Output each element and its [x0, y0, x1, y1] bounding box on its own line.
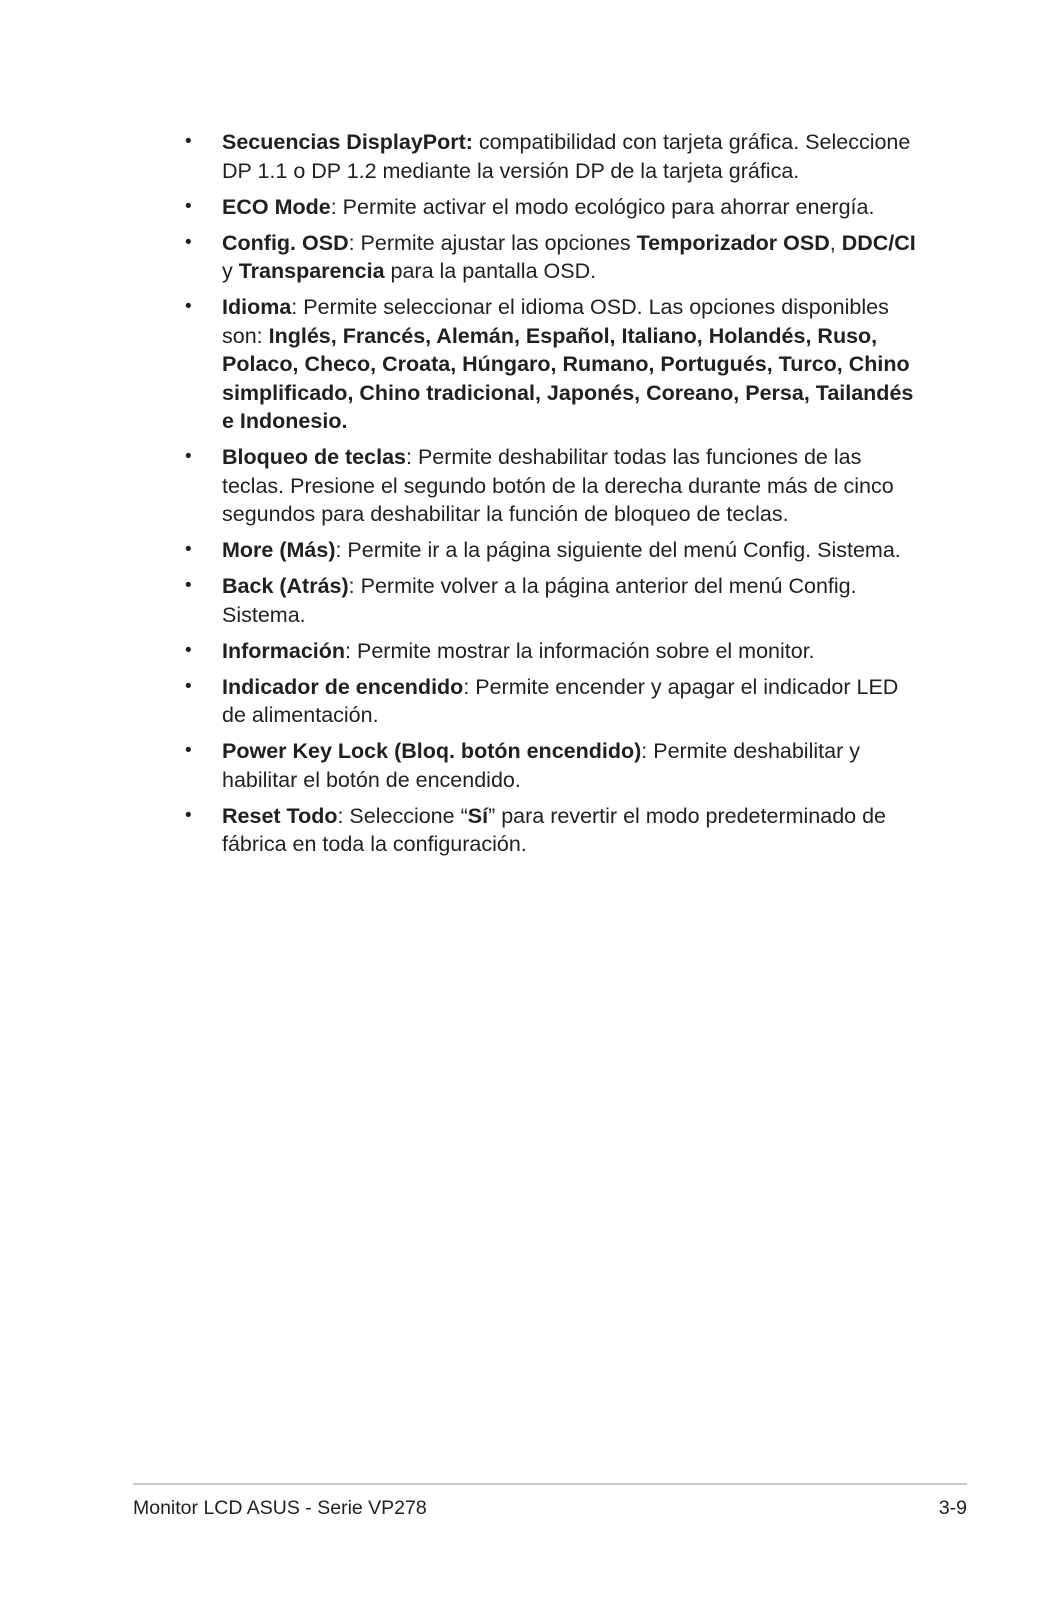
- bold-term: ECO Mode: [222, 194, 331, 219]
- description-text: : Permite deshabilitar todas las funciones de las teclas. Presione el segundo botón de la derecha durante más de cinco segundos para deshabilitar la función de bloqueo de teclas.: [222, 445, 894, 526]
- bullet-item: [185, 536, 920, 565]
- bullet-item: [185, 443, 920, 529]
- bold-term: Config. OSD: [222, 230, 349, 255]
- bold-term: Indicador de encendido: [222, 674, 464, 699]
- bullet-item: [185, 637, 920, 666]
- description-text: ” para revertir el modo predeterminado de fábrica en toda la configuración.: [222, 803, 887, 856]
- bold-term: Bloqueo de teclas: [222, 445, 406, 469]
- page-number: 3-9: [938, 1497, 967, 1519]
- bullet-item: [185, 128, 920, 185]
- bullet-item: [185, 293, 920, 436]
- bullet-item: [185, 802, 920, 859]
- page-content: [185, 128, 920, 866]
- description-text: y: [222, 259, 239, 283]
- bullet-dot: •: [185, 575, 192, 596]
- bullet-dot: •: [185, 446, 192, 467]
- description-text: : Permite deshabilitar y habilitar el botón de encendido.: [222, 739, 860, 792]
- bullet-item: [185, 737, 920, 794]
- settings-bullet-list: [185, 128, 920, 859]
- description-text: ,: [829, 230, 842, 255]
- bullet-dot: •: [185, 231, 192, 253]
- description-text: : Seleccione “: [337, 803, 468, 828]
- bold-term: DDC/CI: [841, 230, 916, 255]
- description-text: : Permite encender y apagar el indicador LED de alimentación.: [222, 674, 899, 727]
- bold-term: Transparencia: [238, 259, 385, 283]
- bullet-dot: •: [185, 675, 192, 697]
- bold-term: Inglés, Francés, Alemán, Español, Italiano, Holandés, Ruso, Polaco, Checo, Croata, Húngaro, Rumano, Portugués, Turco, Chino simplificado, Chino tradicional, Japonés, Coreano, Persa, Tailandés e Indonesio.: [222, 323, 914, 433]
- bullet-item: [185, 673, 920, 730]
- bold-term: Idioma: [222, 295, 292, 319]
- description-text: : Permite mostrar la información sobre el monitor.: [345, 638, 815, 663]
- bullet-dot: •: [185, 740, 192, 761]
- description-text: : Permite seleccionar el idioma OSD. Las opciones disponibles son:: [222, 295, 889, 348]
- bullet-dot: •: [185, 639, 192, 661]
- bold-term: Power Key Lock (Bloq. botón encendido): [222, 739, 642, 763]
- footer-divider: [133, 1483, 967, 1485]
- bold-term: Información: [222, 638, 346, 663]
- bullet-dot: •: [185, 539, 192, 560]
- footer-title: Monitor LCD ASUS - Serie VP278: [133, 1497, 427, 1519]
- bold-term: Secuencias DisplayPort:: [222, 130, 473, 154]
- description-text: : Permite volver a la página anterior del menú Config. Sistema.: [222, 574, 857, 627]
- description-text: : Permite ajustar las opciones: [348, 230, 637, 255]
- description-text: para la pantalla OSD.: [384, 259, 597, 283]
- bullet-dot: •: [185, 296, 192, 317]
- bold-term: More (Más): [222, 538, 336, 562]
- bullet-dot: •: [185, 195, 192, 217]
- bold-term: Reset Todo: [222, 803, 338, 828]
- description-text: : Permite ir a la página siguiente del menú Config. Sistema.: [335, 538, 901, 562]
- bold-term: Back (Atrás): [222, 574, 349, 598]
- bold-term: Temporizador OSD: [636, 230, 830, 255]
- bullet-item: [185, 572, 920, 629]
- bold-term: Sí: [467, 803, 489, 828]
- bullet-item: [185, 193, 920, 222]
- bullet-dot: •: [185, 804, 192, 826]
- bullet-dot: •: [185, 131, 192, 152]
- description-text: compatibilidad con tarjeta gráfica. Seleccione DP 1.1 o DP 1.2 mediante la versión DP de la tarjeta gráfica.: [222, 130, 911, 183]
- description-text: : Permite activar el modo ecológico para ahorrar energía.: [330, 194, 875, 219]
- bullet-item: [185, 229, 920, 286]
